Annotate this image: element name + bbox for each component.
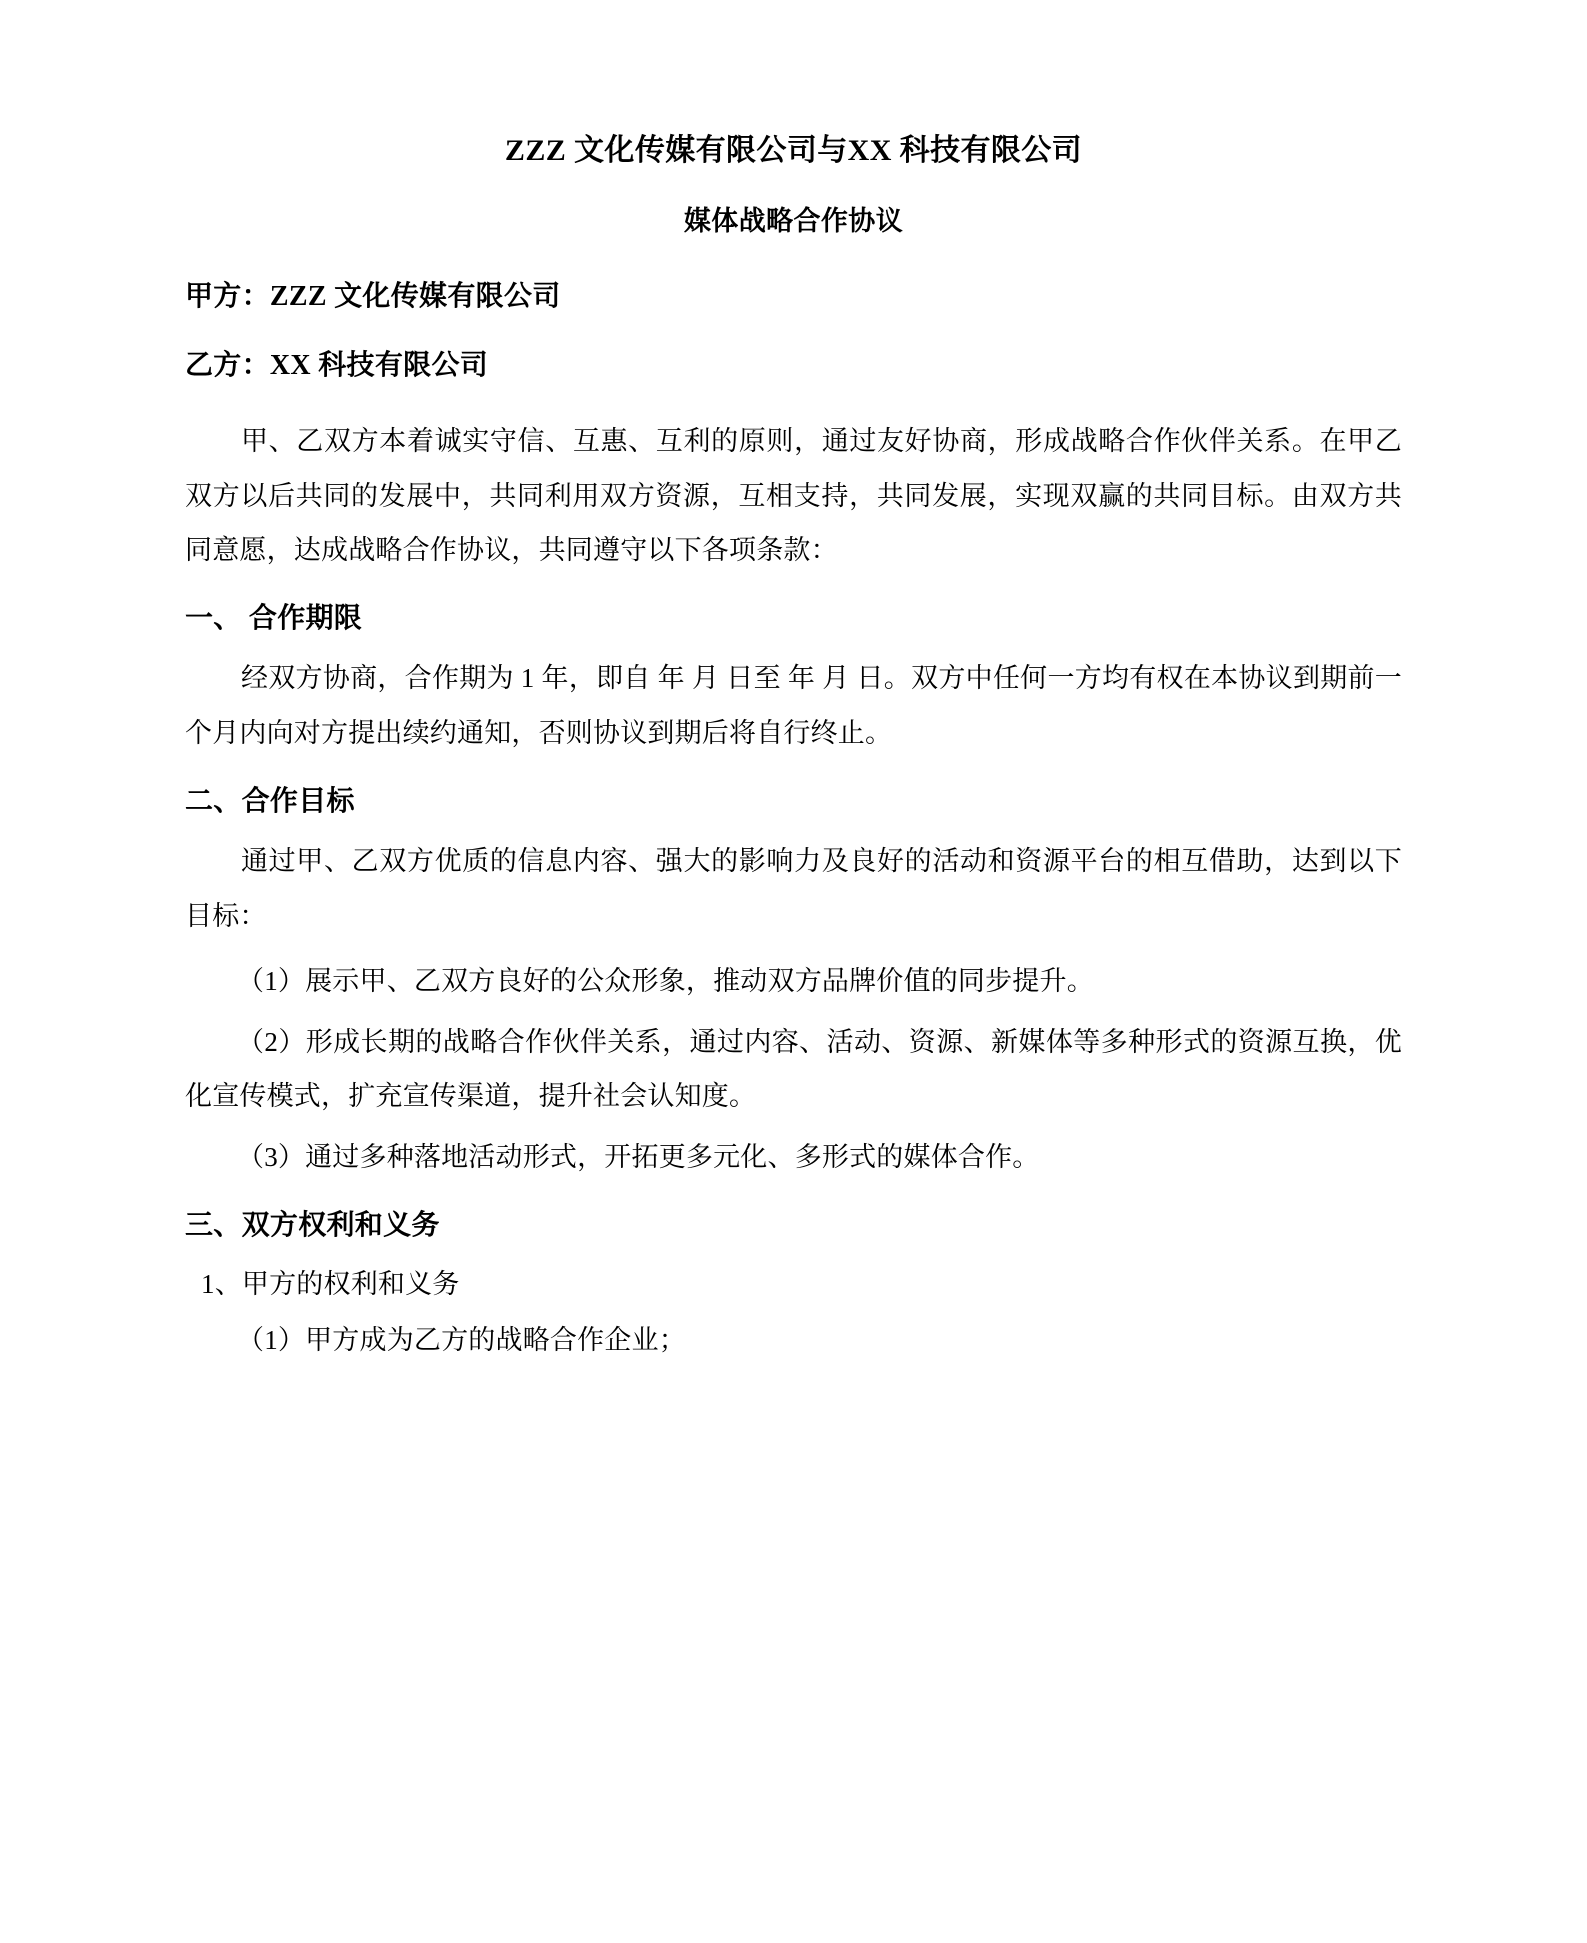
list-item: （1）甲方成为乙方的战略合作企业；	[237, 1324, 686, 1355]
section-heading-1: 一、 合作期限	[185, 603, 363, 635]
party-a-line: 甲方：ZZZ 文化传媒有限公司	[185, 281, 561, 312]
section-2-paragraph: 通过甲、乙双方优质的信息内容、强大的影响力及良好的活动和资源平台的相互借助，达到以下目标：	[185, 846, 1402, 931]
section-1-paragraph: 经双方协商，合作期为 1 年，即自 年 月 日至 年 月 日。双方中任何一方均有权在本协议到期前一个月内向对方提出续约通知，否则协议到期后将自行终止。	[185, 663, 1402, 749]
list-item: （3）通过多种落地活动形式，开拓更多元化、多形式的媒体合作。	[237, 1142, 1040, 1173]
list-item: （2）形成长期的战略合作伙伴关系，通过内容、活动、资源、新媒体等多种形式的资源互换，优化宣传模式，扩充宣传渠道，提升社会认知度。	[185, 1026, 1402, 1112]
section-3-subheading: 1、甲方的权利和义务	[201, 1269, 460, 1300]
document-title: ZZZ 文化传媒有限公司与XX 科技有限公司	[504, 134, 1083, 167]
document-subtitle: 媒体战略合作协议	[683, 205, 904, 236]
preamble-paragraph: 甲、乙双方本着诚实守信、互惠、互利的原则，通过友好协商，形成战略合作伙伴关系。在甲乙双方以后共同的发展中，共同利用双方资源，互相支持，共同发展，实现双赢的共同目标。由双方共同意愿，达成战略合作协议，共同遵守以下各项条款：	[185, 425, 1402, 566]
list-item: （1）展示甲、乙双方良好的公众形象，推动双方品牌价值的同步提升。	[237, 965, 1094, 996]
section-heading-2: 二、合作目标	[185, 785, 355, 817]
party-b-line: 乙方：XX 科技有限公司	[185, 350, 489, 382]
section-heading-3: 三、双方权利和义务	[185, 1209, 440, 1241]
